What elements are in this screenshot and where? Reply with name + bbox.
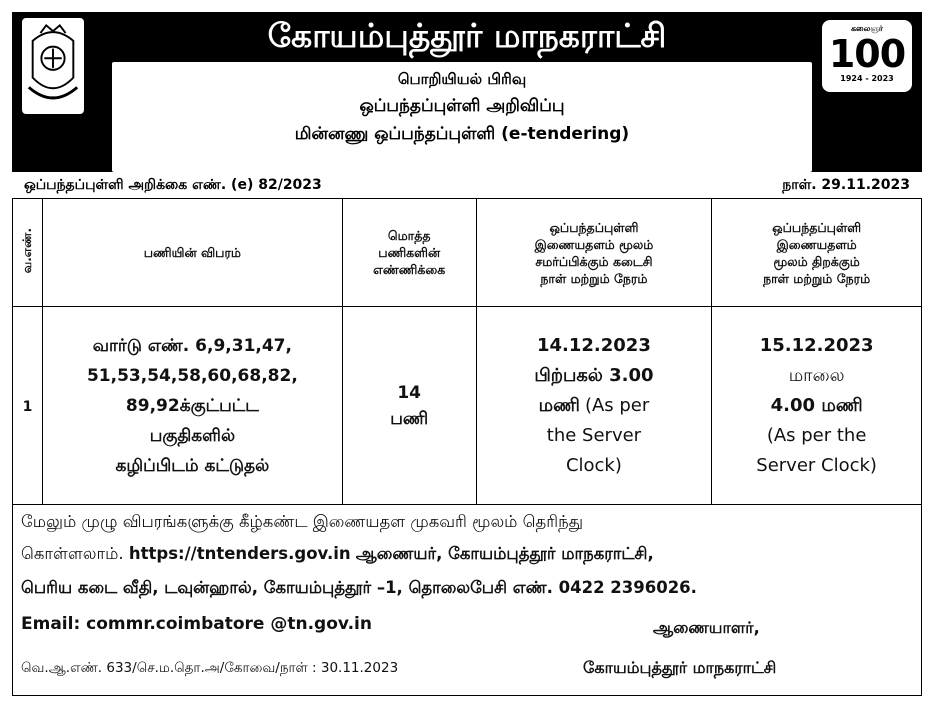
work-line: பகுதிகளில் (149, 425, 236, 446)
kalaignar-100-badge (822, 20, 912, 92)
commissioner-title: ஆணையாளர், (653, 618, 760, 637)
work-line: 51,53,54,58,60,68,82, (86, 365, 298, 386)
corporation-emblem-icon (22, 18, 84, 114)
notice-title: ஒப்பந்தப்புள்ளி அறிவிப்பு (359, 96, 565, 116)
header-count-line: மொத்த (387, 228, 431, 243)
footer-line-3: பெரிய கடை வீதி, டவுன்ஹால், கோயம்புத்தூர் –1, தொலைபேசி எண். 0422 2396026. (21, 578, 697, 597)
closing-note: (As per (584, 394, 650, 416)
header-closing-line: இணையதளம் மூலம் (534, 236, 654, 252)
notice-header (12, 12, 922, 198)
row-total-works (342, 307, 476, 505)
header-opening-line: இணையதளம் (776, 236, 857, 252)
header-total-works (342, 199, 476, 307)
closing-note: Clock) (565, 454, 622, 476)
etender-title: மின்னணு ஒப்பந்தப்புள்ளி (e-tendering) (294, 124, 630, 144)
row-serial (13, 307, 43, 505)
count-unit: பணி (390, 408, 429, 429)
footer-line-1: மேலும் முழு விபரங்களுக்கு கீழ்கண்ட இணையதள முகவரி மூலம் தெரிந்து (21, 512, 584, 531)
work-line: கழிப்பிடம் கட்டுதல் (115, 455, 270, 476)
closing-time-unit: மணி (538, 394, 580, 416)
serial-value: 1 (22, 399, 33, 415)
row-work-details (42, 307, 342, 505)
header-count-line: பணிகளின் (378, 245, 441, 260)
org-title: கோயம்புத்தூர் மாநகராட்சி (267, 16, 667, 55)
count-value: 14 (397, 382, 422, 403)
header-opening-line: ஒப்பந்தப்புள்ளி (772, 219, 862, 235)
table-row (13, 307, 922, 505)
closing-time-line (477, 391, 712, 421)
notice-footer (12, 502, 922, 696)
opening-date: 15.12.2023 (759, 334, 874, 356)
badge-big-text: 100 (828, 32, 906, 76)
header-opening-line: மூலம் திறக்கும் (773, 253, 860, 269)
header-serial-label: வ.எண். (19, 227, 34, 274)
reference-row (12, 172, 922, 198)
footer-line-2-prefix: கொள்ளலாம். (21, 544, 124, 563)
header-opening (712, 199, 922, 307)
footer-line-2 (21, 542, 915, 566)
closing-note: the Server (546, 424, 642, 446)
header-closing (476, 199, 712, 307)
notice-title-block (112, 62, 812, 172)
header-closing-line: நாள் மற்றும் நேரம் (540, 270, 648, 286)
corporation-signature: கோயம்புத்தூர் மாநகராட்சி (583, 658, 777, 677)
header-closing-line: சமர்ப்பிக்கும் கடைசி (535, 253, 653, 269)
email-address[interactable]: Email: commr.coimbatore @tn.gov.in (21, 614, 372, 634)
opening-time: 4.00 மணி (770, 394, 863, 416)
closing-date: 14.12.2023 (536, 334, 651, 356)
footer-line-2-suffix: ஆணையர், கோயம்புத்தூர் மாநகராட்சி, (355, 544, 654, 563)
letter-reference: வெ.ஆ.எண். 633/செ.ம.தொ.அ/கோவை/நாள் : 30.11.2023 (21, 660, 399, 676)
work-line: வார்டு எண். 6,9,31,47, (92, 335, 292, 356)
opening-note: (As per the (766, 424, 867, 446)
closing-time: பிற்பகல் 3.00 (534, 364, 654, 386)
row-closing (476, 307, 712, 505)
header-work-details (42, 199, 342, 307)
department-title: பொறியியல் பிரிவு (397, 70, 527, 88)
badge-years: 1924 - 2023 (840, 74, 894, 83)
website-link[interactable]: https://tntenders.gov.in (128, 544, 351, 563)
header-count-line: எண்ணிக்கை (373, 262, 446, 277)
notice-date: நாள். 29.11.2023 (782, 177, 910, 193)
table-header-row (13, 199, 922, 307)
work-line: 89,92க்குட்பட்ட (125, 395, 259, 416)
notice-number: ஒப்பந்தப்புள்ளி அறிக்கை எண். (e) 82/2023 (24, 177, 322, 193)
badge-small-text: கலைஞர் (850, 24, 884, 33)
tender-table (12, 198, 922, 505)
header-closing-line: ஒப்பந்தப்புள்ளி (549, 219, 639, 235)
row-opening (712, 307, 922, 505)
opening-note: Server Clock) (756, 454, 877, 476)
header-serial (13, 199, 43, 307)
header-work-label: பணியின் விபரம் (143, 245, 241, 260)
header-opening-line: நாள் மற்றும் நேரம் (763, 270, 871, 286)
opening-time-label: மாலை (788, 364, 845, 386)
